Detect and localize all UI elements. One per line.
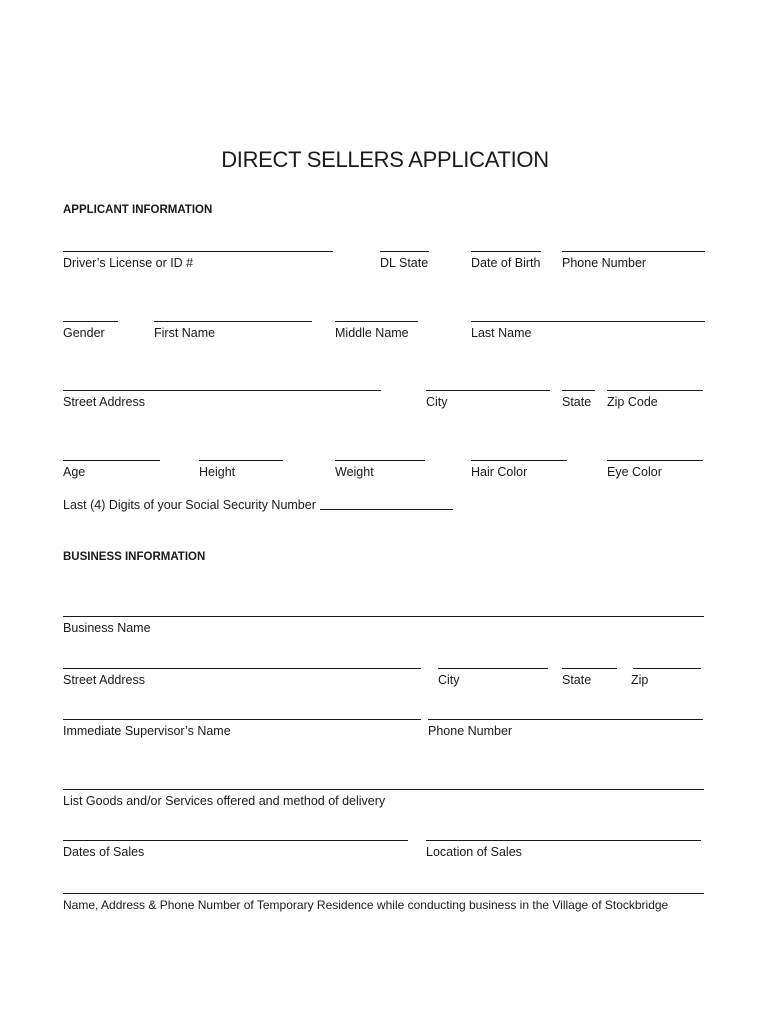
business-street-address-field[interactable] <box>63 668 421 669</box>
first-name-field[interactable] <box>154 321 312 322</box>
business-city-label: City <box>438 673 460 687</box>
phone-number-field[interactable] <box>562 251 705 252</box>
dates-of-sales-label: Dates of Sales <box>63 845 145 859</box>
business-name-label: Business Name <box>63 621 151 635</box>
last-name-label: Last Name <box>471 326 532 340</box>
weight-field[interactable] <box>335 460 425 461</box>
temporary-residence-field[interactable] <box>63 893 704 894</box>
date-of-birth-label: Date of Birth <box>471 256 541 270</box>
location-of-sales-field[interactable] <box>426 840 701 841</box>
height-label: Height <box>199 465 236 479</box>
dl-state-label: DL State <box>380 256 429 270</box>
ssn-field[interactable] <box>320 509 453 510</box>
state-label: State <box>562 395 592 409</box>
business-street-address-label: Street Address <box>63 673 145 687</box>
phone-number-label: Phone Number <box>562 256 647 270</box>
height-field[interactable] <box>199 460 283 461</box>
weight-label: Weight <box>335 465 374 479</box>
state-field[interactable] <box>562 390 595 391</box>
city-label: City <box>426 395 448 409</box>
business-state-field[interactable] <box>562 668 617 669</box>
goods-services-label: List Goods and/or Services offered and method of delivery <box>63 794 386 808</box>
temporary-residence-label: Name, Address & Phone Number of Temporary Residence while conducting business in the Village of Stockbridge <box>63 898 669 912</box>
supervisor-phone-field[interactable] <box>428 719 703 720</box>
drivers-license-label: Driver’s License or ID # <box>63 256 194 270</box>
ssn-row <box>63 498 453 512</box>
business-zip-field[interactable] <box>633 668 701 669</box>
ssn-label: Last (4) Digits of your Social Security Number <box>63 498 316 512</box>
gender-field[interactable] <box>63 321 118 322</box>
age-label: Age <box>63 465 86 479</box>
zip-code-field[interactable] <box>607 390 703 391</box>
business-city-field[interactable] <box>438 668 548 669</box>
hair-color-field[interactable] <box>471 460 567 461</box>
business-state-label: State <box>562 673 592 687</box>
eye-color-label: Eye Color <box>607 465 662 479</box>
dates-of-sales-field[interactable] <box>63 840 408 841</box>
business-name-field[interactable] <box>63 616 704 617</box>
city-field[interactable] <box>426 390 550 391</box>
gender-label: Gender <box>63 326 105 340</box>
middle-name-field[interactable] <box>335 321 418 322</box>
first-name-label: First Name <box>154 326 216 340</box>
eye-color-field[interactable] <box>607 460 703 461</box>
hair-color-label: Hair Color <box>471 465 528 479</box>
middle-name-label: Middle Name <box>335 326 409 340</box>
date-of-birth-field[interactable] <box>471 251 541 252</box>
age-field[interactable] <box>63 460 160 461</box>
business-section-heading: BUSINESS INFORMATION <box>63 551 206 563</box>
supervisor-phone-label: Phone Number <box>428 724 513 738</box>
supervisor-name-label: Immediate Supervisor’s Name <box>63 724 231 738</box>
street-address-field[interactable] <box>63 390 381 391</box>
page-title: DIRECT SELLERS APPLICATION <box>221 147 549 172</box>
applicant-section-heading: APPLICANT INFORMATION <box>63 204 213 216</box>
zip-code-label: Zip Code <box>607 395 658 409</box>
last-name-field[interactable] <box>471 321 705 322</box>
location-of-sales-label: Location of Sales <box>426 845 522 859</box>
street-address-label: Street Address <box>63 395 145 409</box>
drivers-license-field[interactable] <box>63 251 333 252</box>
business-zip-label: Zip <box>631 673 649 687</box>
dl-state-field[interactable] <box>380 251 429 252</box>
goods-services-field[interactable] <box>63 789 704 790</box>
supervisor-name-field[interactable] <box>63 719 421 720</box>
